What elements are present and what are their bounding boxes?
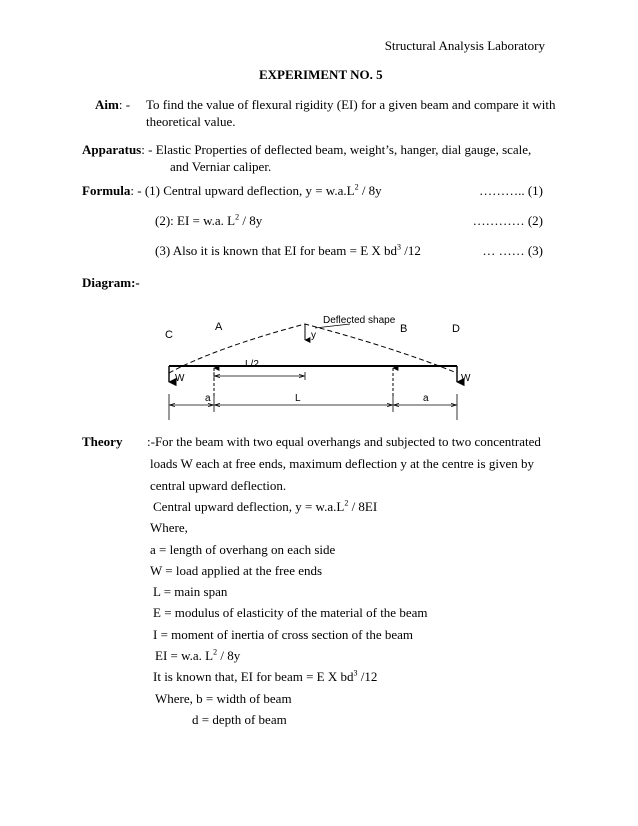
- theory-def-e: E = modulus of elasticity of the material of the beam: [153, 605, 428, 620]
- load-right-label: W: [461, 373, 471, 384]
- theory-def-l: L = main span: [153, 584, 228, 599]
- theory-known: It is known that, EI for beam = E X $bd^3$ /12: [153, 668, 378, 684]
- overhang-right-label: a: [423, 393, 429, 404]
- theory-line-4: Central upward deflection, $y = w.a.L^2 / 8EI$: [153, 498, 378, 514]
- aim-label: Aim: [95, 97, 119, 112]
- theory-def-d: d = depth of beam: [192, 712, 287, 727]
- formula-number-1: ……….. (1): [479, 183, 543, 198]
- theory-line-2: loads W each at free ends, maximum deflection y at the centre is given by: [150, 456, 534, 471]
- apparatus-text-2: and Verniar caliper.: [170, 159, 272, 174]
- deflected-shape-label: Deflected shape: [323, 315, 396, 326]
- theory-line-1: :-For the beam with two equal overhangs and subjected to two concentrated: [147, 434, 541, 449]
- formula-label: Formula: [82, 183, 131, 198]
- half-span-label: L/2: [245, 359, 259, 370]
- point-b-label: B: [400, 323, 408, 335]
- aim-text-1: To find the value of flexural rigidity (EI) for a given beam and compare it with: [146, 97, 556, 112]
- theory-ei: EI = w.a. $L^2 / 8y$: [155, 647, 241, 663]
- theory-where-1: Where,: [150, 520, 188, 535]
- formula-line-1: Formula: - (1) Central upward deflection, $y = w.a.L^2 / 8y$: [82, 182, 382, 198]
- theory-label: Theory: [82, 434, 123, 449]
- theory-where-b: Where, b = width of beam: [155, 691, 292, 706]
- point-c-label: C: [165, 329, 173, 341]
- point-a-label: A: [215, 321, 223, 333]
- point-d-label: D: [452, 323, 460, 335]
- apparatus-label: Apparatus: [82, 142, 142, 157]
- centre-deflection-label: y: [311, 330, 316, 341]
- formula-line-2: (2): EI = w.a. $L^2 / 8y$: [155, 212, 263, 228]
- aim-text-2: theoretical value.: [146, 114, 236, 129]
- span-label: L: [295, 393, 301, 404]
- lab-title: Structural Analysis Laboratory: [384, 38, 545, 53]
- formula-number-2: ………… (2): [472, 213, 543, 228]
- aim-sep: : -: [118, 97, 131, 112]
- theory-def-w: W = load applied at the free ends: [150, 563, 323, 578]
- theory-def-a: a = length of overhang on each side: [150, 542, 336, 557]
- apparatus-text-1: : - Elastic Properties of deflected beam, weight’s, hanger, dial gauge, scale,: [141, 142, 532, 157]
- aim-line-1: [95, 97, 130, 113]
- experiment-title: EXPERIMENT NO. 5: [259, 67, 383, 82]
- load-left-label: W: [175, 373, 185, 384]
- overhang-left-label: a: [205, 393, 211, 404]
- apparatus-line-1: [82, 142, 531, 158]
- beam-diagram: [155, 300, 475, 424]
- theory-def-i: I = moment of inertia of cross section of the beam: [153, 627, 414, 642]
- formula-number-3: … …… (3): [482, 243, 543, 258]
- theory-line-3: central upward deflection.: [150, 478, 287, 493]
- diagram-label: Diagram:-: [82, 275, 140, 290]
- formula-line-3: (3) Also it is known that EI for beam = E X $bd^3$ /12: [155, 242, 421, 258]
